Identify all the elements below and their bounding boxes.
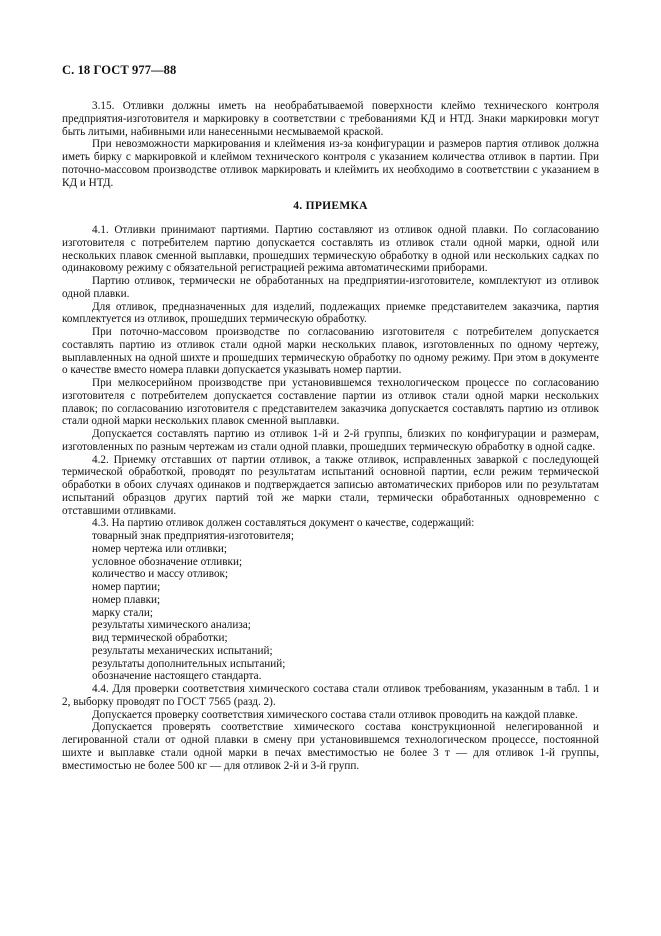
paragraph-4-3: 4.3. На партию отливок должен составляться документ о качестве, содержащий: [92,517,475,530]
section-title-acceptance: 4. ПРИЕМКА [293,200,368,213]
paragraph-structural: Допускается проверять соответствие химического состава конструкционной нелегированной и легированной стали от одной плавки в смену при установившемся технологическом процессе, постоянной шихте и выплавке стали одной марки в печах вместимостью не более 3 т — для отливок 1-й группы, вместимостью не более 500 кг — для отливок 2-й и 3-й групп. [62,721,599,772]
paragraph-3-15: 3.15. Отливки должны иметь на необрабатываемой поверхности клеймо технического контроля предприятия-изготовителя и маркировку в соответствии с требованиями КД и НТД. Знаки маркировки могут быть литыми, набивными или нанесенными несмываемой краской. [62,100,599,138]
paragraph-4-2: 4.2. Приемку отставших от партии отливок, а также отливок, исправленных заваркой с последующей термической обработкой, проводят по результатам испытаний основной партии, если режим термической обработки в обоих случаях одинаков и подтверждается записью автоматических приборов или по результатам испытаний образцов других партий той же марки стали, термически обработанных одновременно с отставшими отливками. [62,453,599,517]
document-body [62,100,599,772]
list-item: марку стали; [92,606,153,619]
list-item: количество и массу отливок; [92,568,229,581]
paragraph-small-series: При мелкосерийном производстве при установившемся технологическом процессе по согласованию изготовителя с потребителем допускается составление партии из отливок стали одной марки нескольких плавок; по согласованию изготовителя с представителем заказчика допускается составлять партию из отливок стали одной марки нескольких плавок сменной выплавки. [62,377,599,428]
paragraph-customer: Для отливок, предназначенных для изделий, подлежащих приемке представителем заказчика, партия комплектуется из отливок, прошедших термическую обработку. [62,300,599,326]
list-item: вид термической обработки; [92,632,228,644]
list-item: результаты механических испытаний; [92,644,273,657]
list-item: номер чертежа или отливки; [92,542,227,555]
running-head: С. 18 ГОСТ 977—88 [62,63,177,77]
paragraph-not-treated: Партию отливок, термически не обработанных на предприятии-изготовителе, комплектуют из отливок одной плавки. [62,275,599,300]
paragraph-mass-production: При поточно-массовом производстве по согласованию изготовителя с потребителем допускается составлять партию из отливок стали одной марки нескольких плавок, изготовленных по одному чертежу, выплавленных на одной шихте и прошедших термическую обработку по одному режиму. При этом в документе о качестве вместо номера плавки допускается указывать номер партии. [62,326,599,377]
paragraph-no-marking: При невозможности маркирования и клеймения из-за конфигурации и размеров партия отливок должна иметь бирку с маркировкой и клеймом технического контроля с указанием количества отливок в партии. При поточно-массовом производстве отливок маркировать и клеймить их необходимо в соответствии с указанием в КД и НТД. [62,138,599,189]
list-item: результаты дополнительных испытаний; [92,657,286,670]
list-item: номер партии; [92,581,161,593]
paragraph-4-4: 4.4. Для проверки соответствия химического состава стали отливок требованиям, указанным в табл. 1 и 2, выборку проводят по ГОСТ 7565 (разд. 2). [62,683,599,708]
list-item: обозначение настоящего стандарта. [92,670,262,683]
paragraph-groups: Допускается составлять партию из отливок 1-й и 2-й группы, близких по конфигурации и размерам, изготовленных по разным чертежам из стали одной плавки, прошедших термическую обработку в одной садке. [62,428,599,453]
list-item: номер плавки; [92,593,161,606]
list-item: товарный знак предприятия-изготовителя; [92,530,294,542]
quality-document-list [62,530,599,683]
paragraph-4-1: 4.1. Отливки принимают партиями. Партию составляют из отливок одной плавки. По согласованию изготовителя с потребителем партию допускается составлять из отливок стали одной марки, одной или нескольких плавок сменной выплавки, прошедших термическую обработку в одной или нескольких садках по одинаковому режиму с обязательной регистрацией режима автоматическими приборами. [62,224,599,275]
list-item: результаты химического анализа; [92,619,251,632]
list-item: условное обозначение отливки; [92,555,243,568]
paragraph-each-melt: Допускается проверку соответствия химического состава стали отливок проводить на каждой плавке. [92,708,578,721]
